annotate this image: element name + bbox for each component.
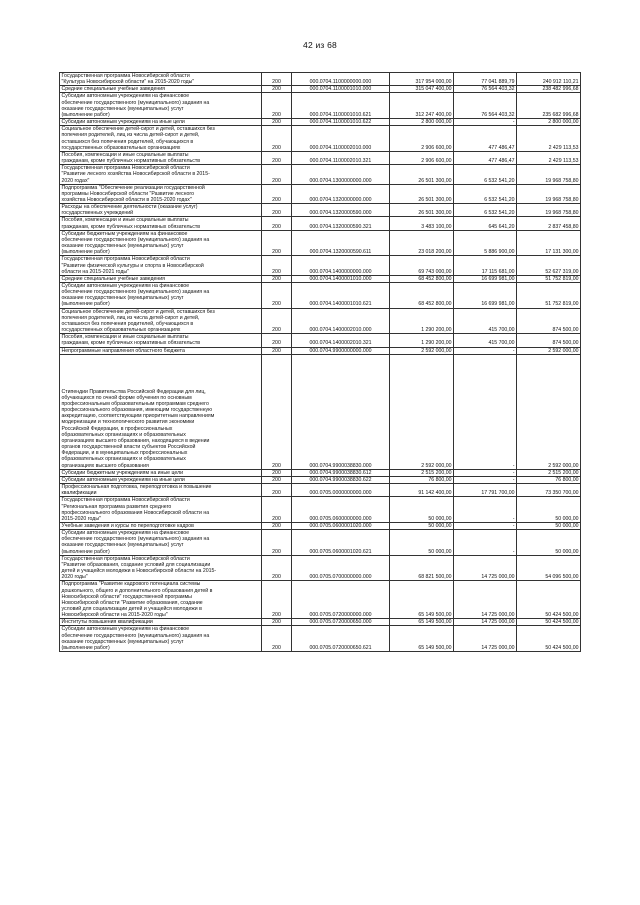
cell-executed-amount: 77 041 889,79 xyxy=(454,73,517,86)
cell-description: Субсидии автономным учреждениям на финансовое обеспечение государственного (муниципального) задания на оказание государственных (муниципальных) услуг (выполнение работ) xyxy=(60,93,262,119)
cell-line-code: 200 xyxy=(262,619,292,626)
cell-line-code: 200 xyxy=(262,256,292,275)
cell-executed-amount: 14 725 000,00 xyxy=(454,619,517,626)
cell-description: Расходы на обеспечение деятельности (оказание услуг) государственных учреждений xyxy=(60,204,262,217)
cell-budget-classification-code: 000.0704.1300000000.000 xyxy=(292,165,390,184)
cell-line-code: 200 xyxy=(262,275,292,282)
cell-executed-amount: 5 886 900,00 xyxy=(454,230,517,256)
cell-approved-amount: 2 592 000,00 xyxy=(390,354,454,469)
cell-approved-amount: 50 000,00 xyxy=(390,530,454,556)
cell-unexecuted-amount: 19 968 758,80 xyxy=(517,204,581,217)
cell-executed-amount: - xyxy=(454,530,517,556)
cell-executed-amount: 76 564 403,32 xyxy=(454,86,517,93)
cell-description: Непрограммные направления областного бюджета xyxy=(60,347,262,354)
cell-executed-amount: - xyxy=(454,469,517,476)
cell-approved-amount: 1 290 200,00 xyxy=(390,308,454,334)
cell-line-code: 200 xyxy=(262,126,292,152)
cell-executed-amount: 16 699 981,00 xyxy=(454,283,517,309)
cell-executed-amount: 16 699 981,00 xyxy=(454,275,517,282)
cell-line-code: 200 xyxy=(262,151,292,164)
cell-executed-amount: 477 486,47 xyxy=(454,151,517,164)
cell-unexecuted-amount: 50 424 500,00 xyxy=(517,626,581,652)
cell-approved-amount: 2 592 000,00 xyxy=(390,347,454,354)
cell-executed-amount: 17 791 700,00 xyxy=(454,484,517,497)
table-row xyxy=(60,165,581,184)
table-row xyxy=(60,73,581,86)
cell-approved-amount: 1 290 200,00 xyxy=(390,334,454,347)
cell-line-code: 200 xyxy=(262,119,292,126)
cell-executed-amount: 6 532 541,20 xyxy=(454,165,517,184)
cell-line-code: 200 xyxy=(262,334,292,347)
table-row xyxy=(60,283,581,309)
cell-description: Социальное обеспечение детей-сирот и детей, оставшихся без попечения родителей, лиц из числа детей-сирот и детей, оставшихся без попечения родителей, обучающихся в государственных образовательных организациях xyxy=(60,126,262,152)
cell-budget-classification-code: 000.0704.1400001010.621 xyxy=(292,283,390,309)
cell-line-code: 200 xyxy=(262,522,292,529)
cell-line-code: 200 xyxy=(262,626,292,652)
cell-line-code: 200 xyxy=(262,308,292,334)
cell-approved-amount: 2 800 000,00 xyxy=(390,119,454,126)
cell-executed-amount: 6 532 541,20 xyxy=(454,184,517,203)
cell-budget-classification-code: 000.0704.1100000000.000 xyxy=(292,73,390,86)
cell-unexecuted-amount: 874 500,00 xyxy=(517,334,581,347)
cell-description: Государственная программа Новосибирской области "Развитие лесного хозяйства Новосибирской области в 2015- 2020 годах" xyxy=(60,165,262,184)
cell-unexecuted-amount: 50 000,00 xyxy=(517,522,581,529)
cell-unexecuted-amount: 2 429 113,53 xyxy=(517,126,581,152)
cell-line-code: 200 xyxy=(262,93,292,119)
cell-approved-amount: 68 452 800,00 xyxy=(390,275,454,282)
cell-description: Субсидии автономным учреждениям на финансовое обеспечение государственного (муниципального) задания на оказание государственных (муниципальных) услуг (выполнение работ) xyxy=(60,530,262,556)
cell-budget-classification-code: 000.0704.1100001010.621 xyxy=(292,93,390,119)
table-row xyxy=(60,581,581,619)
table-row xyxy=(60,347,581,354)
cell-executed-amount: 6 532 541,20 xyxy=(454,204,517,217)
cell-executed-amount: - xyxy=(454,522,517,529)
table-row xyxy=(60,86,581,93)
cell-description: Стипендии Правительства Российской Федерации для лиц, обучающихся по очной форме обучения по основным профессиональным образовательным программам среднего профессионального образования, имеющим государственную аккредитацию, соответствующим приоритетным направлениям модернизации и технологического развития экономики Российской Федерации, в профессиональных образовательных организациях и образовательных организациях высшего образования, находящихся в ведении органов государственной власти субъектов Российской Федерации, и в муниципальных профессиональных образовательных организациях и образовательных организациях высшего образования xyxy=(60,354,262,469)
cell-unexecuted-amount: 2 515 200,00 xyxy=(517,469,581,476)
cell-executed-amount: 477 486,47 xyxy=(454,126,517,152)
cell-line-code: 200 xyxy=(262,347,292,354)
cell-executed-amount: 76 564 403,32 xyxy=(454,93,517,119)
table-row xyxy=(60,354,581,469)
cell-executed-amount: - xyxy=(454,354,517,469)
cell-budget-classification-code: 000.0704.1400001010.000 xyxy=(292,275,390,282)
page-number: 42 из 68 xyxy=(303,40,337,50)
cell-unexecuted-amount: 2 837 458,80 xyxy=(517,217,581,230)
cell-line-code: 200 xyxy=(262,484,292,497)
table-row xyxy=(60,469,581,476)
cell-unexecuted-amount: 240 912 110,21 xyxy=(517,73,581,86)
cell-description: Социальное обеспечение детей-сирот и детей, оставшихся без попечения родителей, лиц из числа детей-сирот и детей, оставшихся без попечения родителей, обучающихся в государственных образовательных организациях xyxy=(60,308,262,334)
cell-line-code: 200 xyxy=(262,204,292,217)
cell-unexecuted-amount: 19 968 758,80 xyxy=(517,184,581,203)
cell-line-code: 200 xyxy=(262,469,292,476)
cell-approved-amount: 26 501 300,00 xyxy=(390,184,454,203)
cell-description: Профессиональная подготовка, переподготовка и повышение квалификации xyxy=(60,484,262,497)
cell-executed-amount: 645 641,20 xyxy=(454,217,517,230)
cell-description: Субсидии бюджетным учреждениям на иные цели xyxy=(60,469,262,476)
cell-executed-amount: 14 725 000,00 xyxy=(454,581,517,619)
cell-description: Средние специальные учебные заведения xyxy=(60,86,262,93)
cell-budget-classification-code: 000.0704.1100001010.000 xyxy=(292,86,390,93)
table-body xyxy=(60,73,581,652)
cell-approved-amount: 317 954 000,00 xyxy=(390,73,454,86)
cell-executed-amount: - xyxy=(454,347,517,354)
cell-budget-classification-code: 000.0704.1100002010.000 xyxy=(292,126,390,152)
cell-approved-amount: 315 047 400,00 xyxy=(390,86,454,93)
cell-unexecuted-amount: 2 592 000,00 xyxy=(517,354,581,469)
cell-description: Подпрограмма "Развитие кадрового потенциала системы дошкольного, общего и дополнительного образования детей в Новосибирской области" государственной программы Новосибирской области "Развитие образования, создание условий для социализации детей и учащейся молодежи в Новосибирской области на 2015-2020 годы" xyxy=(60,581,262,619)
table-row xyxy=(60,334,581,347)
cell-unexecuted-amount: 50 000,00 xyxy=(517,530,581,556)
budget-expenses-table xyxy=(59,72,581,652)
cell-budget-classification-code: 000.0705.0720000650.621 xyxy=(292,626,390,652)
cell-approved-amount: 65 149 500,00 xyxy=(390,619,454,626)
cell-unexecuted-amount: 50 424 500,00 xyxy=(517,581,581,619)
cell-approved-amount: 69 743 000,00 xyxy=(390,256,454,275)
cell-approved-amount: 91 142 400,00 xyxy=(390,484,454,497)
cell-budget-classification-code: 000.0705.0700000000.000 xyxy=(292,555,390,581)
cell-approved-amount: 2 906 600,00 xyxy=(390,151,454,164)
cell-unexecuted-amount: 73 350 700,00 xyxy=(517,484,581,497)
table-row xyxy=(60,308,581,334)
table-row xyxy=(60,256,581,275)
cell-budget-classification-code: 000.0704.1400000000.000 xyxy=(292,256,390,275)
cell-budget-classification-code: 000.0705.0600000000.000 xyxy=(292,497,390,523)
cell-executed-amount: - xyxy=(454,119,517,126)
cell-budget-classification-code: 000.0705.0720000650.000 xyxy=(292,619,390,626)
cell-description: Субсидии автономным учреждениям на иные цели xyxy=(60,476,262,483)
cell-budget-classification-code: 000.0705.0000000000.000 xyxy=(292,484,390,497)
cell-unexecuted-amount: 17 131 300,00 xyxy=(517,230,581,256)
table-row xyxy=(60,555,581,581)
cell-unexecuted-amount: 19 968 758,80 xyxy=(517,165,581,184)
table-row xyxy=(60,151,581,164)
table-row xyxy=(60,619,581,626)
cell-budget-classification-code: 000.0704.1400002010.321 xyxy=(292,334,390,347)
cell-description: Субсидии автономным учреждениям на иные цели xyxy=(60,119,262,126)
table-row xyxy=(60,497,581,523)
cell-budget-classification-code: 000.0704.9900038830.612 xyxy=(292,469,390,476)
cell-description: Государственная программа Новосибирской области "Развитие физической культуры и спорта в Новосибирской области на 2015-2021 годы" xyxy=(60,256,262,275)
cell-line-code: 200 xyxy=(262,530,292,556)
cell-budget-classification-code: 000.0704.1320000590.611 xyxy=(292,230,390,256)
cell-description: Институты повышения квалификации xyxy=(60,619,262,626)
cell-executed-amount: 14 725 000,00 xyxy=(454,555,517,581)
table-row xyxy=(60,530,581,556)
cell-line-code: 200 xyxy=(262,230,292,256)
cell-unexecuted-amount: 2 592 000,00 xyxy=(517,347,581,354)
cell-approved-amount: 76 800,00 xyxy=(390,476,454,483)
cell-line-code: 200 xyxy=(262,184,292,203)
cell-unexecuted-amount: 51 752 819,00 xyxy=(517,283,581,309)
cell-budget-classification-code: 000.0705.0600001020.000 xyxy=(292,522,390,529)
cell-executed-amount: - xyxy=(454,476,517,483)
cell-description: Средние специальные учебные заведения xyxy=(60,275,262,282)
cell-executed-amount: 14 725 000,00 xyxy=(454,626,517,652)
cell-line-code: 200 xyxy=(262,86,292,93)
cell-line-code: 200 xyxy=(262,581,292,619)
cell-description: Подпрограмма "Обеспечение реализации государственной программы Новосибирской области "Развитие лесного хозяйства Новосибирской области в 2015-2020 годах" xyxy=(60,184,262,203)
cell-approved-amount: 312 247 400,00 xyxy=(390,93,454,119)
cell-approved-amount: 65 149 500,00 xyxy=(390,626,454,652)
cell-unexecuted-amount: 51 752 819,00 xyxy=(517,275,581,282)
cell-unexecuted-amount: 50 424 500,00 xyxy=(517,619,581,626)
cell-approved-amount: 68 452 800,00 xyxy=(390,283,454,309)
cell-budget-classification-code: 000.0704.1100001010.622 xyxy=(292,119,390,126)
cell-executed-amount: 415 700,00 xyxy=(454,308,517,334)
cell-line-code: 200 xyxy=(262,354,292,469)
cell-description: Государственная программа Новосибирской области "Развитие образования, создание условий для социализации детей и учащейся молодежи в Новосибирской области на 2015- 2020 годы" xyxy=(60,555,262,581)
cell-budget-classification-code: 000.0704.9900000000.000 xyxy=(292,347,390,354)
cell-approved-amount: 26 501 300,00 xyxy=(390,165,454,184)
cell-line-code: 200 xyxy=(262,165,292,184)
cell-unexecuted-amount: 52 627 319,00 xyxy=(517,256,581,275)
table-row xyxy=(60,184,581,203)
cell-line-code: 200 xyxy=(262,73,292,86)
cell-description: Государственная программа Новосибирской области "Региональная программа развития среднего профессионального образования Новосибирской области на 2015-2020 годы" xyxy=(60,497,262,523)
cell-approved-amount: 2 515 200,00 xyxy=(390,469,454,476)
table-row xyxy=(60,126,581,152)
cell-line-code: 200 xyxy=(262,283,292,309)
cell-line-code: 200 xyxy=(262,476,292,483)
cell-line-code: 200 xyxy=(262,217,292,230)
cell-approved-amount: 65 149 500,00 xyxy=(390,581,454,619)
cell-budget-classification-code: 000.0704.9900038830.000 xyxy=(292,354,390,469)
table-row xyxy=(60,217,581,230)
cell-description: Пособия, компенсации и иные социальные выплаты гражданам, кроме публичных нормативных обязательств xyxy=(60,334,262,347)
cell-description: Государственная программа Новосибирской области "Культура Новосибирской области" на 2015-2020 годы" xyxy=(60,73,262,86)
table-row xyxy=(60,484,581,497)
cell-budget-classification-code: 000.0704.1320000000.000 xyxy=(292,184,390,203)
cell-unexecuted-amount: 76 800,00 xyxy=(517,476,581,483)
table-row xyxy=(60,476,581,483)
cell-description: Субсидии автономным учреждениям на финансовое обеспечение государственного (муниципального) задания на оказание государственных (муниципальных) услуг (выполнение работ) xyxy=(60,283,262,309)
table-row xyxy=(60,119,581,126)
cell-unexecuted-amount: 2 800 000,00 xyxy=(517,119,581,126)
cell-budget-classification-code: 000.0704.1320000590.321 xyxy=(292,217,390,230)
cell-line-code: 200 xyxy=(262,497,292,523)
cell-unexecuted-amount: 874 500,00 xyxy=(517,308,581,334)
cell-budget-classification-code: 000.0704.9900038830.622 xyxy=(292,476,390,483)
cell-approved-amount: 23 018 200,00 xyxy=(390,230,454,256)
table-row xyxy=(60,275,581,282)
cell-unexecuted-amount: 238 482 996,68 xyxy=(517,86,581,93)
table-row xyxy=(60,626,581,652)
cell-executed-amount: 17 115 681,00 xyxy=(454,256,517,275)
table-row xyxy=(60,522,581,529)
cell-budget-classification-code: 000.0704.1320000590.000 xyxy=(292,204,390,217)
cell-budget-classification-code: 000.0704.1100002010.321 xyxy=(292,151,390,164)
table-row xyxy=(60,230,581,256)
cell-approved-amount: 26 501 300,00 xyxy=(390,204,454,217)
cell-executed-amount: - xyxy=(454,497,517,523)
cell-unexecuted-amount: 235 682 996,68 xyxy=(517,93,581,119)
cell-unexecuted-amount: 50 000,00 xyxy=(517,497,581,523)
cell-budget-classification-code: 000.0705.0600001020.621 xyxy=(292,530,390,556)
cell-description: Пособия, компенсации и иные социальные выплаты гражданам, кроме публичных нормативных обязательств xyxy=(60,151,262,164)
cell-budget-classification-code: 000.0705.0720000000.000 xyxy=(292,581,390,619)
table-row xyxy=(60,204,581,217)
cell-budget-classification-code: 000.0704.1400002010.000 xyxy=(292,308,390,334)
table-row xyxy=(60,93,581,119)
cell-description: Субсидии автономным учреждениям на финансовое обеспечение государственного (муниципального) задания на оказание государственных (муниципальных) услуг (выполнение работ) xyxy=(60,626,262,652)
cell-unexecuted-amount: 54 096 500,00 xyxy=(517,555,581,581)
cell-description: Субсидии бюджетным учреждениям на финансовое обеспечение государственного (муниципального) задания на оказание государственных (муниципальных) услуг (выполнение работ) xyxy=(60,230,262,256)
cell-approved-amount: 68 821 500,00 xyxy=(390,555,454,581)
cell-description: Учебные заведения и курсы по переподготовке кадров xyxy=(60,522,262,529)
cell-approved-amount: 3 483 100,00 xyxy=(390,217,454,230)
cell-approved-amount: 50 000,00 xyxy=(390,522,454,529)
cell-approved-amount: 50 000,00 xyxy=(390,497,454,523)
cell-description: Пособия, компенсации и иные социальные выплаты гражданам, кроме публичных нормативных обязательств xyxy=(60,217,262,230)
cell-approved-amount: 2 906 600,00 xyxy=(390,126,454,152)
cell-line-code: 200 xyxy=(262,555,292,581)
cell-unexecuted-amount: 2 429 113,53 xyxy=(517,151,581,164)
cell-executed-amount: 415 700,00 xyxy=(454,334,517,347)
